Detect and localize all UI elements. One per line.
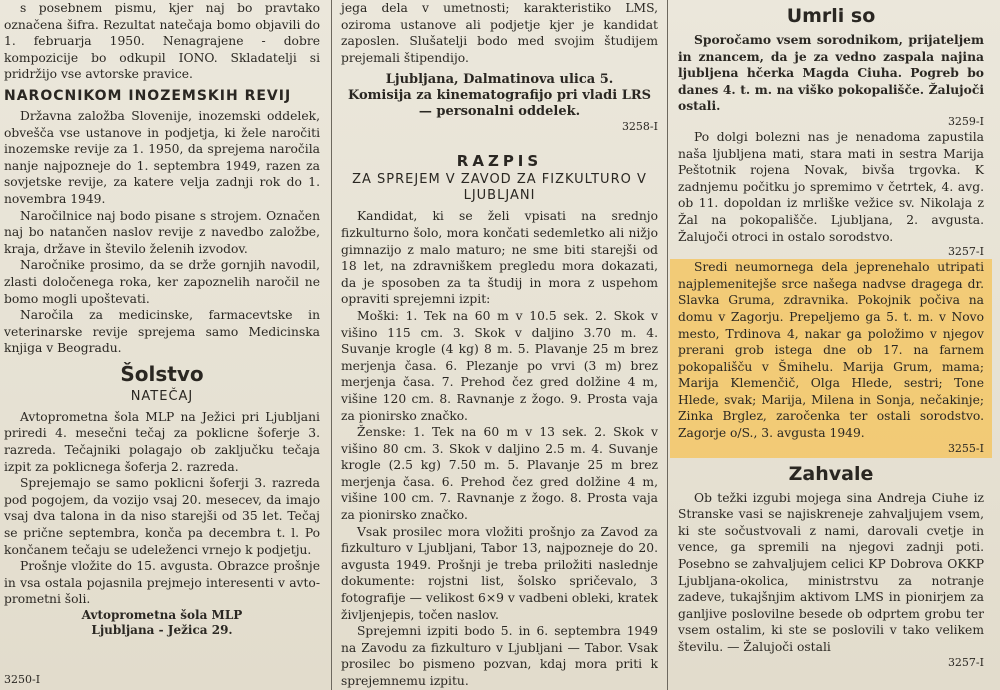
address-line-1: Ljubljana, Dalmatinova ulica 5. [385, 72, 614, 88]
zahvale-heading: Zahvale [788, 462, 874, 485]
death-notice-1: Sporočamo vsem sorodnikom, prijateljem in znancem, da je za vedno zaspala najina ljubljena hčerka Magda Ciuha. Pogreb bo danes 4. t. m. na viško pokopališče. Žalujoči ostali. [678, 32, 984, 114]
thanks-notice: Ob težki izgubi mojega sina Andreja Ciuhe iz Stranske vasi se najiskreneje zahvaljujem vsem, ki ste sočustvovali z nami, darovali cvetje in vence, ga spremili na njegovi zadnji poti. Posebno se zahvaljujem celici KP Dobrova OKKP Ljubljana-okolica, ministrstvu za notranje zadeve, tukajšnjim aktivom LMS in pionirjem za ganljive poslovilne besede ob odprtem grobu ter vsem ostalim, ki ste se poslovili v tako velikem številu. — Žalujoči ostali [678, 490, 984, 654]
signature-line-2: Ljubljana - Ježica 29. [91, 623, 233, 637]
notice-reference: 3259-I [947, 114, 984, 128]
column-divider [667, 0, 668, 690]
razpis-paragraph-5: Sprejemni izpiti bodo 5. in 6. septembra 1949 na Zavodu za fizkulturo v Ljubljani — Tabor. Vsak prosilec bo pismeno pozvan, kdaj mora priti k sprejemnemu izpitu. [341, 624, 658, 688]
column-right [670, 0, 992, 690]
address-line-2: Komisija za kinematografijo pri vladi LRS — personalni oddelek. [347, 88, 652, 120]
razpis-subheading: ZA SPREJEM V ZAVOD ZA FIZKULTURO V LJUBLJANI [352, 172, 647, 204]
death-notice-2: Po dolgi bolezni nas je nenadoma zapustila naša ljubljena mati, stara mati in sestra Marija Peštotnik rojena Novak, bivša trgovka. K zadnjemu počitku jo spremimo v četrtek, 4. avg. ob 11. dopoldan iz mrliške vežice sv. Nikolaja z Žal na pokopališče. Ljubljana, 2. avgusta. Žalujoči otroci in ostalo sorodstvo. [678, 129, 984, 244]
narocnikom-paragraph-2: Naročilnice naj bodo pisane s strojem. Označen naj bo natančen naslov revije z navedbo založbe, kraja, države in število želenih izvodov. [4, 208, 320, 256]
intro-paragraph: s posebnem pismu, kjer naj bo pravtako označena šifra. Rezultat natečaja bomo objavili do 1. februarja 1950. Nenagrajene - dobre kompozicije bo odkupil IONO. Skladatelji si pridržijo vse avtorske pravice. [4, 1, 320, 82]
notice-reference: 3257-I [947, 245, 984, 259]
natecaj-paragraph-1: Avtoprometna šola MLP na Ježici pri Ljubljani priredi 4. mesečni tečaj za poklicne šoferje 3. razreda. Tečajniki polagajo ob zaključku tečaja izpit za poklicnega šoferja 2. razreda. [4, 409, 320, 474]
highlighted-notice [670, 259, 992, 458]
solstvo-heading: Šolstvo [120, 361, 204, 386]
column-divider [331, 0, 332, 690]
death-notice-3: Sredi neumornega dela jeprenehalo utripati najplemenitejše srce našega nadvse dragega dr. Slavka Gruma, zdravnika. Pokojnik počiva na domu v Zagorju. Prepeljemo ga 5. t. m. v Novo mesto, Trdinova 4, nakar ga položimo v njegov prerani grob istega dne ob 17. na farnem pokopališču v Šmihelu. Marija Grum, mama; Marija Klemenčič, Olga Hlede, sestri; Tone Hlede, svak; Marija, Milena in Sonja, nečakinje; Zinka Brglez, zaročenka ter ostali sorodstvo. Zagorje o/S., 3. avgusta 1949. [678, 260, 984, 441]
umrli-heading: Umrli so [786, 5, 876, 27]
razpis-men-requirements: Moški: 1. Tek na 60 m v 10.5 sek. 2. Skok v višino 115 cm. 3. Skok v daljino 3.70 m. 4. Suvanje krogle (4 kg) 8 m. 5. Plavanje 25 m brez merjenja časa. 6. Plezanje po vrvi (3 m) brez merjenja časa. 7. Prehod čez gred dolžine 4 m, višine 120 cm. 8. Ravnanje z žogo. 9. Prosta vaja za pionirsko značko. [341, 308, 658, 423]
razpis-paragraph-4: Vsak prosilec mora vložiti prošnjo za Zavod za fizkulturo v Ljubljani, Tabor 13, najpozneje do 20. avgusta 1949. Prošnji je treba priložiti naslednje dokumente: rojstni list, šolsko spričevalo, 3 fotografije — velikost 6×9 v vadbeni obleki, kratek življenjepis, točen naslov. [341, 524, 658, 622]
signature-line-1: Avtoprometna šola MLP [81, 608, 243, 622]
narocnikom-paragraph-3: Naročnike prosimo, da se drže gornjih navodil, zlasti določenega roka, ker zapoznelih naročil ne bomo mogli upoštevati. [4, 258, 320, 306]
razpis-women-requirements: Ženske: 1. Tek na 60 m v 13 sek. 2. Skok v višino 80 cm. 3. Skok v daljino 2.5 m. 4. Suvanje krogle (2.5 kg) 7.50 m. 5. Plavanje 25 m brez merjenja časa. 6. Prehod čez gred dolžine 4 m, višine 100 cm. 7. Ravnanje z žogo. 8. Prosta vaja za pionirsko značko. [341, 425, 658, 523]
narocnikom-paragraph-4: Naročila za medicinske, farmacevtske in veterinarske revije sprejema samo Medicinska knjiga v Beogradu. [4, 308, 320, 356]
notice-reference: 3255-I [947, 441, 984, 455]
natecaj-paragraph-3: Prošnje vložite do 15. avgusta. Obrazce prošnje in vsa ostala pojasnila prejmejo interesenti v avto-prometni šoli. [4, 559, 320, 607]
natecaj-paragraph-2: Sprejemajo se samo poklicni šoferji 3. razreda pod pogojem, da vozijo vsaj 20. mesecev, da imajo vsaj dva talona in da niso starejši od 35 let. Tečaj se prične septembra, konča pa decembra t. l. Po končanem tečaju se udeleženci vrnejo k podjetju. [4, 476, 320, 557]
natecaj-heading: NATEČAJ [130, 388, 194, 404]
ad-reference: 3250-I [4, 673, 41, 686]
narocnikom-paragraph-1: Državna založba Slovenije, inozemski oddelek, obvešča vse ustanove in podjetja, ki žele naročiti inozemske revije za 1. 1950, da sprejema naročila nanje najpozneje do 1. septembra 1949, razen za sovjetske revije, za katere velja zadnji rok do 1. novembra 1949. [4, 108, 320, 206]
ad-reference: 3258-I [621, 120, 658, 134]
notice-reference: 3257-I [947, 655, 984, 669]
column-middle [333, 0, 666, 690]
narocnikom-heading: NAROCNIKOM INOZEMSKIH REVIJ [4, 87, 292, 104]
intro-paragraph: jega dela v umetnosti; karakteristiko LMS, oziroma ustanove ali podjetje kjer je kandidat zaposlen. Slušatelji bodo med svojim študijem prejemali štipendijo. [341, 1, 658, 65]
razpis-paragraph-1: Kandidat, ki se želi vpisati na srednjo fizkulturno šolo, mora končati sedemletko ali nižjo gimnazijo z malo maturo; ne sme biti starejši od 18 let, na zdravniškem pregledu mora dokazati, da je sposoben za ta študij in mora z uspehom opraviti sprejemni izpit: [341, 209, 658, 307]
razpis-heading: RAZPIS [456, 152, 543, 171]
column-left [0, 0, 330, 690]
